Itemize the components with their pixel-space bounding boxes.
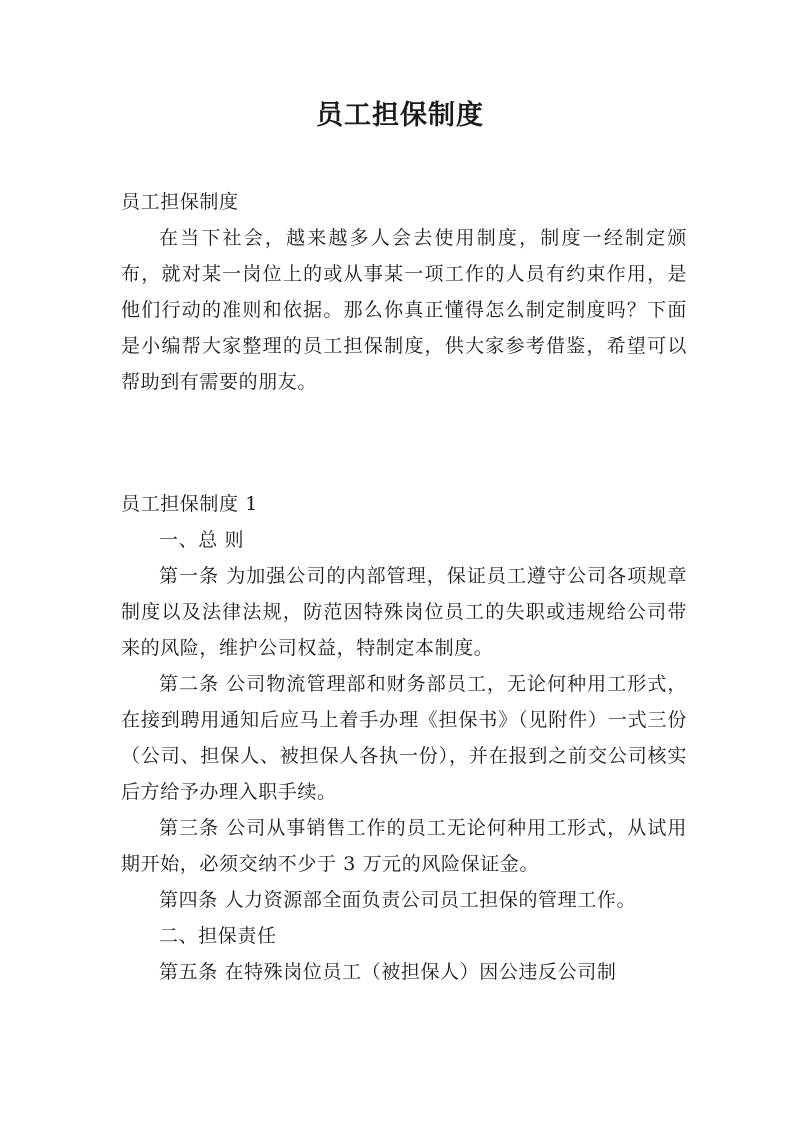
document-title: 员工担保制度: [316, 100, 484, 131]
section-1: [121, 486, 687, 990]
article-3: 第三条 公司从事销售工作的员工无论何种用工形式，从试用期开始，必须交纳不少于 3 万元的风险保证金。: [121, 817, 687, 875]
article-2: 第二条 公司物流管理部和财务部员工，无论何种用工形式，在接到聘用通知后应马上着手办理《担保书》（见附件）一式三份（公司、担保人、被担保人各执一份），并在报到之前交公司核实后方给予办理入职手续。: [121, 673, 687, 803]
part-1-heading: 一、总 则: [159, 529, 245, 551]
section-1-heading: 员工担保制度 1: [121, 493, 258, 515]
article-4: 第四条 人力资源部全面负责公司员工担保的管理工作。: [159, 889, 637, 911]
article-1: 第一条 为加强公司的内部管理，保证员工遵守公司各项规章制度以及法律法规，防范因特殊岗位员工的失职或违规给公司带来的风险，维护公司权益，特制定本制度。: [121, 565, 687, 659]
intro-section: [121, 184, 687, 400]
intro-paragraph: 在当下社会，越来越多人会去使用制度，制度一经制定颁布，就对某一岗位上的或从事某一项工作的人员有约束作用，是他们行动的准则和依据。那么你真正懂得怎么制定制度吗？下面是小编帮大家整理的员工担保制度，供大家参考借鉴，希望可以帮助到有需要的朋友。: [121, 227, 687, 393]
part-2-heading: 二、担保责任: [159, 925, 277, 947]
intro-heading: 员工担保制度: [121, 191, 239, 213]
article-5: 第五条 在特殊岗位员工（被担保人）因公违反公司制: [159, 961, 617, 983]
